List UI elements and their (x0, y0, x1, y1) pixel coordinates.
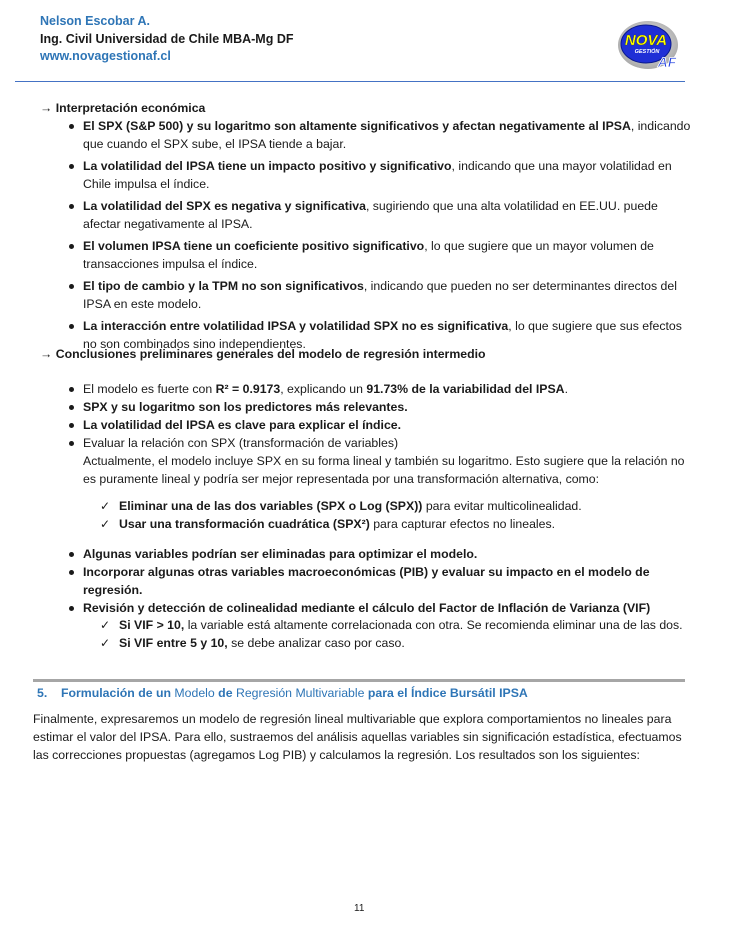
item-text: , lo que sugiere que un mayor volumen de transacciones impulsa el índice. (83, 239, 654, 271)
check-item (100, 634, 699, 652)
item-text: . (564, 382, 568, 396)
checkmark-icon: ✓ (100, 618, 111, 632)
item-bold: Usar una transformación cuadrática (SPX²) (119, 517, 370, 531)
check-item (100, 515, 699, 533)
bullet-icon (69, 164, 74, 169)
heading-part: para el Índice Bursátil IPSA (364, 686, 528, 700)
item-text: se debe analizar caso por caso. (227, 636, 405, 650)
item-bold: El volumen IPSA tiene un coeficiente positivo significativo (83, 239, 425, 253)
section-5-heading (37, 686, 528, 700)
heading-part: Multivariable (295, 686, 365, 700)
conclusiones-heading (40, 345, 486, 363)
list-item (83, 599, 698, 617)
list-item (83, 563, 698, 599)
item-text: , lo que sugiere que sus efectos no son combinados sino independientes. (83, 319, 682, 351)
item-bold: Si VIF entre 5 y 10, (119, 636, 228, 650)
heading-part: Formulación de un (61, 686, 175, 700)
nova-gestion-logo (617, 20, 681, 72)
item-text: SPX y su logaritmo son los predictores más relevantes. (83, 400, 408, 414)
item-bold: El SPX (S&P 500) y su logaritmo son altamente significativos y afectan negativamente al IPSA (83, 119, 631, 133)
item-bold: La volatilidad del SPX es negativa y significativa (83, 199, 366, 213)
list-item (83, 117, 698, 153)
bullet-icon (69, 606, 74, 611)
list-item (83, 237, 698, 273)
item-text: Evaluar la relación con SPX (transformación de variables) (83, 436, 399, 450)
section-5-paragraph: Finalmente, expresaremos un modelo de regresión lineal multivariable que explora comportamientos no lineales para estimar el valor del IPSA. Para ello, sustraemos del análisis aquellas variables sin significación estadística, efectuamos las correcciones propuestas (agregamos Log PIB) y calculamos la regresión. Los resultados son los siguientes: (33, 712, 682, 762)
bullet-icon (69, 124, 74, 129)
item-text: para evitar multicolinealidad. (422, 499, 582, 513)
bullet-icon (69, 324, 74, 329)
item-text: , indicando que una mayor volatilidad en Chile impulsa el índice. (83, 159, 672, 191)
author-title: Ing. Civil Universidad de Chile MBA-Mg DF (40, 32, 294, 46)
check-item (100, 497, 699, 515)
interpretacion-list (83, 117, 698, 353)
header-divider (15, 81, 685, 82)
list-item (83, 277, 698, 313)
checkmark-icon: ✓ (100, 517, 111, 531)
arrow-right-icon: → (40, 101, 53, 115)
list-item (83, 157, 698, 193)
bullet-icon (69, 244, 74, 249)
bullet-icon (69, 284, 74, 289)
logo-icon (617, 20, 681, 72)
item-text: La volatilidad del IPSA es clave para explicar el índice. (83, 418, 402, 432)
item-text: , explicando un (280, 382, 367, 396)
variability-value: 91.73% de la variabilidad del IPSA (366, 382, 565, 396)
item-paragraph: Actualmente, el modelo incluye SPX en su forma lineal y también su logaritmo. Esto sugiere que la relación no es puramente lineal y podría ser mejor representada por una transformación alternativa, como: (83, 454, 685, 486)
bullet-icon (69, 204, 74, 209)
website-link[interactable]: www.novagestionaf.cl (40, 49, 171, 63)
interpretacion-heading-text: Interpretación económica (55, 101, 206, 115)
item-bold: El tipo de cambio y la TPM no son significativos (83, 279, 364, 293)
item-text: Incorporar algunas otras variables macroeconómicas (PIB) y evaluar su impacto en el modelo de regresión. (83, 565, 650, 597)
list-item (83, 380, 698, 398)
item-bold: Si VIF > 10, (119, 618, 185, 632)
list-item (83, 416, 698, 434)
r-squared-value: R² = 0.9173 (215, 382, 281, 396)
conclusiones-list-1 (83, 380, 698, 488)
interpretacion-heading (40, 99, 205, 117)
heading-part: Regresión (235, 686, 293, 700)
section-number: 5. (37, 686, 48, 700)
list-item (83, 398, 698, 416)
list-item (83, 197, 698, 233)
section-divider (33, 679, 685, 682)
heading-part: Modelo (174, 686, 215, 700)
check-item (100, 616, 699, 634)
item-bold: La interacción entre volatilidad IPSA y volatilidad SPX no es significativa (83, 319, 509, 333)
arrow-right-icon: → (40, 347, 53, 361)
conclusiones-heading-text: Conclusiones preliminares generales del modelo de regresión intermedio (55, 347, 486, 361)
list-item (83, 434, 698, 488)
item-bold: La volatilidad del IPSA tiene un impacto positivo y significativo (83, 159, 452, 173)
svg-text:AF: AF (657, 54, 677, 70)
bullet-icon (69, 570, 74, 575)
heading-part: de (214, 686, 236, 700)
svg-text:NOVA: NOVA (624, 32, 668, 49)
bullet-icon (69, 423, 74, 428)
item-bold: Eliminar una de las dos variables (SPX o Log (SPX)) (119, 499, 423, 513)
item-text: para capturar efectos no lineales. (369, 517, 556, 531)
checkmark-icon: ✓ (100, 636, 111, 650)
item-text: , indicando que pueden no ser determinantes directos del IPSA en este modelo. (83, 279, 677, 311)
svg-text:GESTIÓN: GESTIÓN (634, 49, 660, 55)
list-item (83, 545, 698, 563)
bullet-icon (69, 387, 74, 392)
page-number: 11 (354, 903, 365, 914)
item-text: , sugiriendo que una alta volatilidad en EE.UU. puede afectar negativamente al IPSA. (83, 199, 658, 231)
transformation-checklist (100, 497, 699, 533)
checkmark-icon: ✓ (100, 499, 111, 513)
bullet-icon (69, 405, 74, 410)
item-text: la variable está altamente correlacionada con otra. Se recomienda eliminar una de las dos. (184, 618, 683, 632)
item-text: Revisión y detección de colinealidad mediante el cálculo del Factor de Inflación de Varianza (VIF) (83, 601, 651, 615)
vif-checklist (100, 616, 699, 652)
item-text: , indicando que cuando el SPX sube, el IPSA tiende a bajar. (83, 119, 691, 151)
item-text: El modelo es fuerte con (83, 382, 216, 396)
bullet-icon (69, 552, 74, 557)
author-name: Nelson Escobar A. (40, 14, 150, 28)
item-text: Algunas variables podrían ser eliminadas para optimizar el modelo. (83, 547, 478, 561)
conclusiones-list-2 (83, 545, 698, 617)
bullet-icon (69, 441, 74, 446)
